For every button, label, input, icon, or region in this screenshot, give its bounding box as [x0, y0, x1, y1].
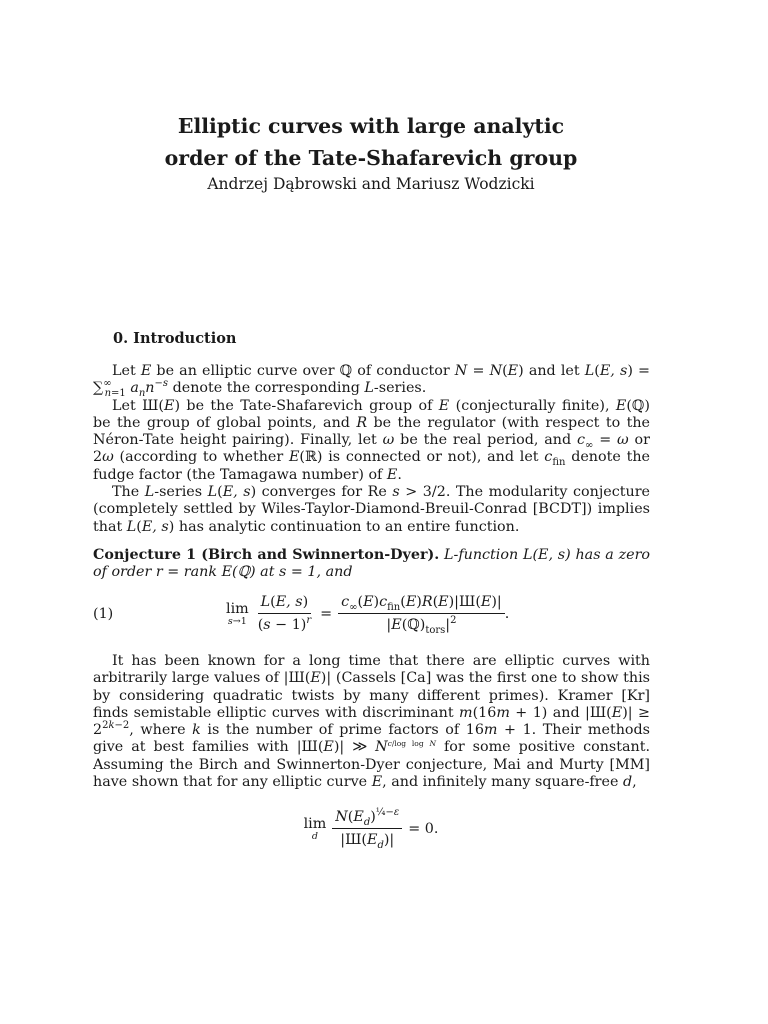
paragraph: The L-series L(E, s) converges for Re s > 3/2. The modularity conjecture (completely settled by Wiles-Taylor-Diamond-Breuil-Conrad [BCDT]) implies that L(E, s) has analytic continuation to an entire function.	[93, 484, 650, 535]
section-heading: 0. Introduction	[113, 330, 237, 347]
paragraph: Let Ш(E) be the Tate-Shafarevich group of E (conjecturally finite), E(ℚ) be the group of global points, and R be the regulator (with respect to the Néron-Tate height pairing). Finally, let ω be the real period, and $c_\infty = \omega$ or 2ω (according to whether E(ℝ) is connected or not), and let $c_{fin}$ denote the fudge factor (the Tamagawa number) of E.	[93, 397, 651, 483]
conjecture	[93, 547, 650, 582]
equation-2: lim d $\frac{N(E_d)^{\frac{1}{4}-\varepsilon}}{|Ш(E_d)|}$ = 0.	[303, 807, 439, 851]
paper-title	[0, 110, 742, 174]
results-paragraph	[93, 653, 650, 791]
equation-number: (1)	[93, 606, 114, 622]
conjecture-heading: Conjecture 1 (Birch and Swinnerton-Dyer).	[93, 547, 440, 563]
paragraph: It has been known for a long time that there are elliptic curves with arbitrarily large values of |Ш(E)| (Cassels [Ca] was the first one to show this by considering quadratic twists by many different primes). Kramer [Kr] finds semistable elliptic curves with discriminant m(16m + 1) and $|Ш(E)| \ge 2^{2k-2}$, where k is the number of prime factors of 16m + 1. Their methods give at best families with |Ш(E)| ≫ $N^{c/log log N}$ for some positive constant. Assuming the Birch and Swinnerton-Dyer conjecture, Mai and Murty [MM] have shown that for any elliptic curve E, and infinitely many square-free d,	[93, 653, 651, 791]
paragraph: Let E be an elliptic curve over ℚ of conductor N = N(E) and let L(E, $s) = \sum^\infty_{n=1}$ $a_nn^{-s}$ denote the corresponding L-series.	[93, 363, 651, 400]
authors: Andrzej Dąbrowski and Mariusz Wodzicki	[207, 175, 535, 193]
intro-paragraphs	[93, 363, 650, 536]
conjecture-statement: Conjecture 1 (Birch and Swinnerton-Dyer). L-function L(E, s) has a zero of order r = rank E(ℚ) at s = 1, and	[93, 547, 651, 581]
equation-1	[93, 593, 650, 639]
title-line-2: order of the Tate-Shafarevich group	[164, 146, 578, 170]
title-line-1: Elliptic curves with large analytic	[177, 114, 565, 138]
bsd-formula: lim s→1 $\frac{L(E, s)}{(s - 1)^r}$ = $\frac{c_\infty(E)c_{fin}(E)R(E)|Ш(E)|}{|E(ℚ)_{tors}|^2}$ .	[226, 594, 510, 636]
